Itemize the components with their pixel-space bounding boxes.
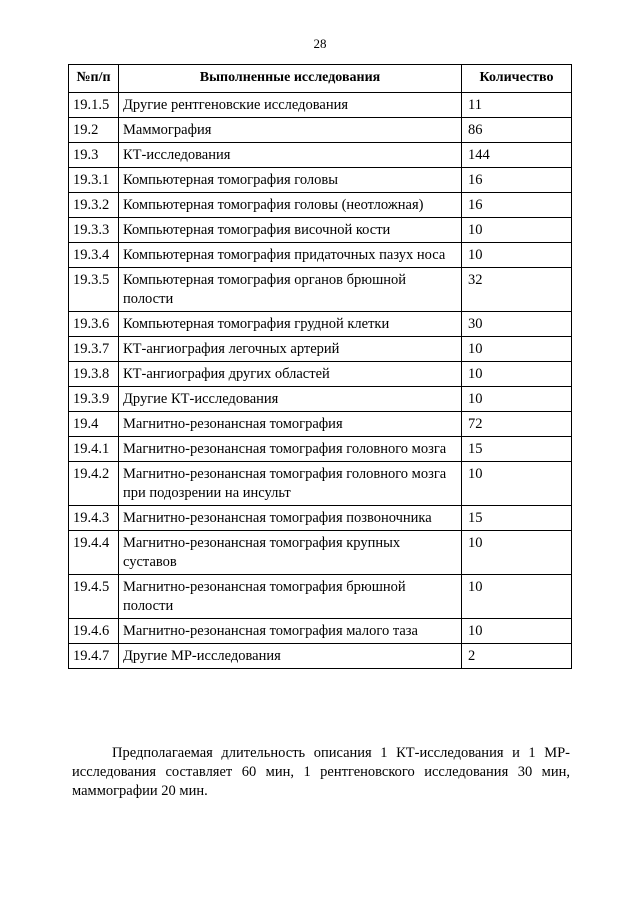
row-number: 19.3.5 [69, 268, 119, 312]
row-study: КТ-исследования [119, 143, 462, 168]
row-study: Магнитно-резонансная томография головного мозга [119, 437, 462, 462]
row-study: Магнитно-резонансная томография крупных суставов [119, 531, 462, 575]
table-row [69, 531, 572, 575]
table-row [69, 193, 572, 218]
row-study: Магнитно-резонансная томография малого таза [119, 619, 462, 644]
row-quantity: 10 [462, 531, 572, 575]
row-study: Маммография [119, 118, 462, 143]
header-number: №п/п [69, 65, 119, 93]
row-number: 19.3.4 [69, 243, 119, 268]
row-number: 19.3 [69, 143, 119, 168]
row-number: 19.2 [69, 118, 119, 143]
table-row [69, 218, 572, 243]
row-quantity: 10 [462, 387, 572, 412]
row-study: Компьютерная томография придаточных пазух носа [119, 243, 462, 268]
row-study: Компьютерная томография головы [119, 168, 462, 193]
row-study: Компьютерная томография органов брюшной полости [119, 268, 462, 312]
row-quantity: 15 [462, 506, 572, 531]
row-study: Другие МР-исследования [119, 644, 462, 669]
row-number: 19.3.2 [69, 193, 119, 218]
row-study: Компьютерная томография головы (неотложная) [119, 193, 462, 218]
row-study: Магнитно-резонансная томография позвоночника [119, 506, 462, 531]
row-number: 19.3.1 [69, 168, 119, 193]
row-number: 19.4.6 [69, 619, 119, 644]
table-body [69, 93, 572, 669]
row-quantity: 10 [462, 619, 572, 644]
row-study: Компьютерная томография грудной клетки [119, 312, 462, 337]
table-row [69, 462, 572, 506]
page-number: 28 [313, 36, 327, 51]
header-study: Выполненные исследования [119, 65, 462, 93]
row-number: 19.3.7 [69, 337, 119, 362]
row-quantity: 10 [462, 575, 572, 619]
row-quantity: 11 [462, 93, 572, 118]
row-quantity: 2 [462, 644, 572, 669]
row-study: Другие рентгеновские исследования [119, 93, 462, 118]
row-number: 19.4.2 [69, 462, 119, 506]
header-quantity: Количество [462, 65, 572, 93]
table-row [69, 362, 572, 387]
row-quantity: 30 [462, 312, 572, 337]
table-row [69, 243, 572, 268]
table-row [69, 118, 572, 143]
row-study: КТ-ангиография других областей [119, 362, 462, 387]
row-number: 19.4 [69, 412, 119, 437]
table-row [69, 575, 572, 619]
row-number: 19.1.5 [69, 93, 119, 118]
row-study: Компьютерная томография височной кости [119, 218, 462, 243]
row-study: КТ-ангиография легочных артерий [119, 337, 462, 362]
row-quantity: 16 [462, 168, 572, 193]
row-quantity: 10 [462, 362, 572, 387]
table-row [69, 644, 572, 669]
row-number: 19.4.5 [69, 575, 119, 619]
row-number: 19.3.6 [69, 312, 119, 337]
row-quantity: 144 [462, 143, 572, 168]
table-row [69, 506, 572, 531]
row-number: 19.3.8 [69, 362, 119, 387]
row-quantity: 10 [462, 462, 572, 506]
row-number: 19.4.4 [69, 531, 119, 575]
table-row [69, 412, 572, 437]
table-row [69, 168, 572, 193]
row-quantity: 15 [462, 437, 572, 462]
row-study: Магнитно-резонансная томография [119, 412, 462, 437]
row-quantity: 86 [462, 118, 572, 143]
row-quantity: 10 [462, 337, 572, 362]
row-quantity: 10 [462, 243, 572, 268]
row-number: 19.4.3 [69, 506, 119, 531]
row-quantity: 16 [462, 193, 572, 218]
table-row [69, 437, 572, 462]
row-study: Магнитно-резонансная томография головного мозга при подозрении на инсульт [119, 462, 462, 506]
row-study: Другие КТ-исследования [119, 387, 462, 412]
table-row [69, 268, 572, 312]
table-row [69, 619, 572, 644]
table-row [69, 312, 572, 337]
row-study: Магнитно-резонансная томография брюшной полости [119, 575, 462, 619]
table-row [69, 387, 572, 412]
table-row [69, 143, 572, 168]
row-number: 19.4.1 [69, 437, 119, 462]
row-number: 19.3.9 [69, 387, 119, 412]
row-number: 19.3.3 [69, 218, 119, 243]
row-quantity: 32 [462, 268, 572, 312]
row-number: 19.4.7 [69, 644, 119, 669]
table-row [69, 337, 572, 362]
table-header-row [69, 65, 572, 93]
duration-note: Предполагаемая длительность описания 1 КТ-исследования и 1 МР-исследования составляет 60 мин, 1 рентгеновского исследования 30 мин, маммографии 20 мин. [72, 745, 570, 799]
row-quantity: 10 [462, 218, 572, 243]
table-row [69, 93, 572, 118]
studies-table [68, 64, 572, 669]
row-quantity: 72 [462, 412, 572, 437]
